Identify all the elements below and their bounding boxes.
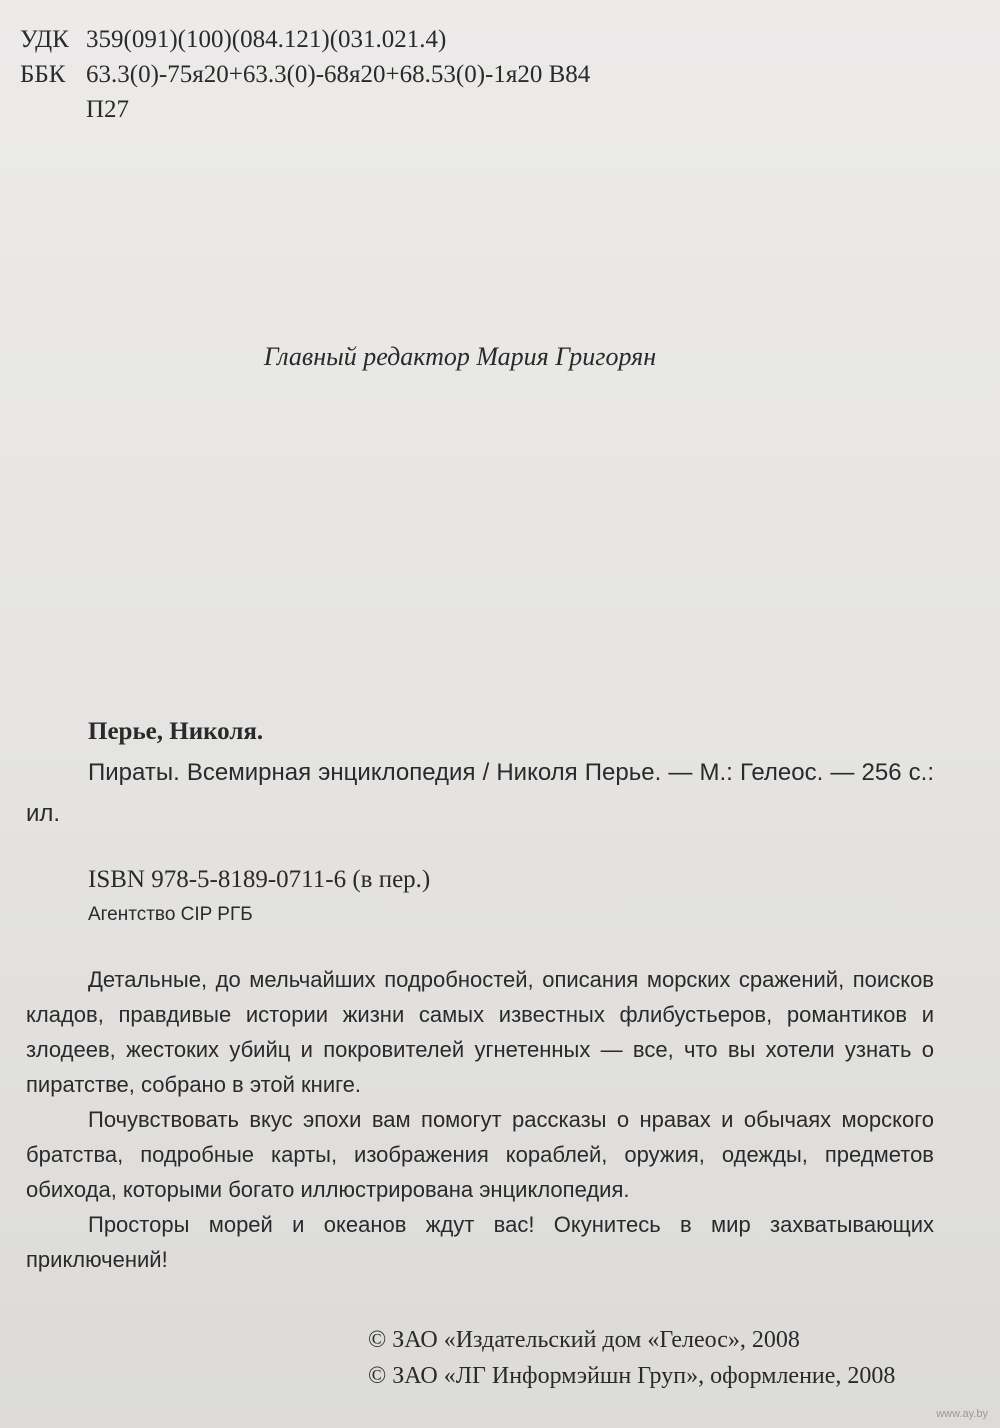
annotation — [26, 962, 934, 1277]
copyright-line: © ЗАО «Издательский дом «Гелеос», 2008 — [368, 1327, 800, 1353]
copyright-line: © ЗАО «ЛГ Информэйшн Груп», оформление, 2008 — [368, 1363, 896, 1389]
copyright-block — [368, 1322, 895, 1394]
author-mark: П27 — [86, 96, 130, 123]
editor-line: Главный редактор Мария Григорян — [263, 342, 657, 371]
udk-label: УДК — [20, 26, 69, 53]
classification-codes — [20, 22, 590, 127]
bbk-row — [20, 57, 590, 92]
annotation-paragraph: Почувствовать вкус эпохи вам помогут рассказы о нравах и обычаях морского братства, подробные карты, изображения кораблей, оружия, одежды, предметов обихода, которыми богато иллюстрирована энциклопедия. — [26, 1107, 934, 1202]
annotation-paragraph: Просторы морей и океанов ждут вас! Окунитесь в мир захватывающих приключений! — [26, 1212, 934, 1272]
isbn: ISBN 978-5-8189-0711-6 (в пер.) — [88, 866, 431, 893]
catalog-author: Перье, Николя. — [88, 718, 264, 745]
catalog-citation: Пираты. Всемирная энциклопедия / Николя Перье. — М.: Гелеос. — 256 с.: ил. — [26, 759, 934, 827]
udk-value: 359(091)(100)(084.121)(031.021.4) — [86, 26, 447, 53]
udk-row — [20, 22, 590, 57]
cip-agency: Агентство CIP РГБ — [88, 904, 253, 925]
bbk-value: 63.3(0)-75я20+63.3(0)-68я20+68.53(0)-1я20 В84 — [86, 61, 591, 88]
annotation-paragraph: Детальные, до мельчайших подробностей, описания морских сражений, поисков кладов, правдивые истории жизни самых известных флибустьеров, романтиков и злодеев, жестоких убийц и покровителей угнетенных — все, что вы хотели узнать о пиратстве, собрано в этой книге. — [26, 967, 934, 1097]
watermark: www.ay.by — [936, 1408, 988, 1420]
bbk-label: ББК — [20, 61, 66, 88]
